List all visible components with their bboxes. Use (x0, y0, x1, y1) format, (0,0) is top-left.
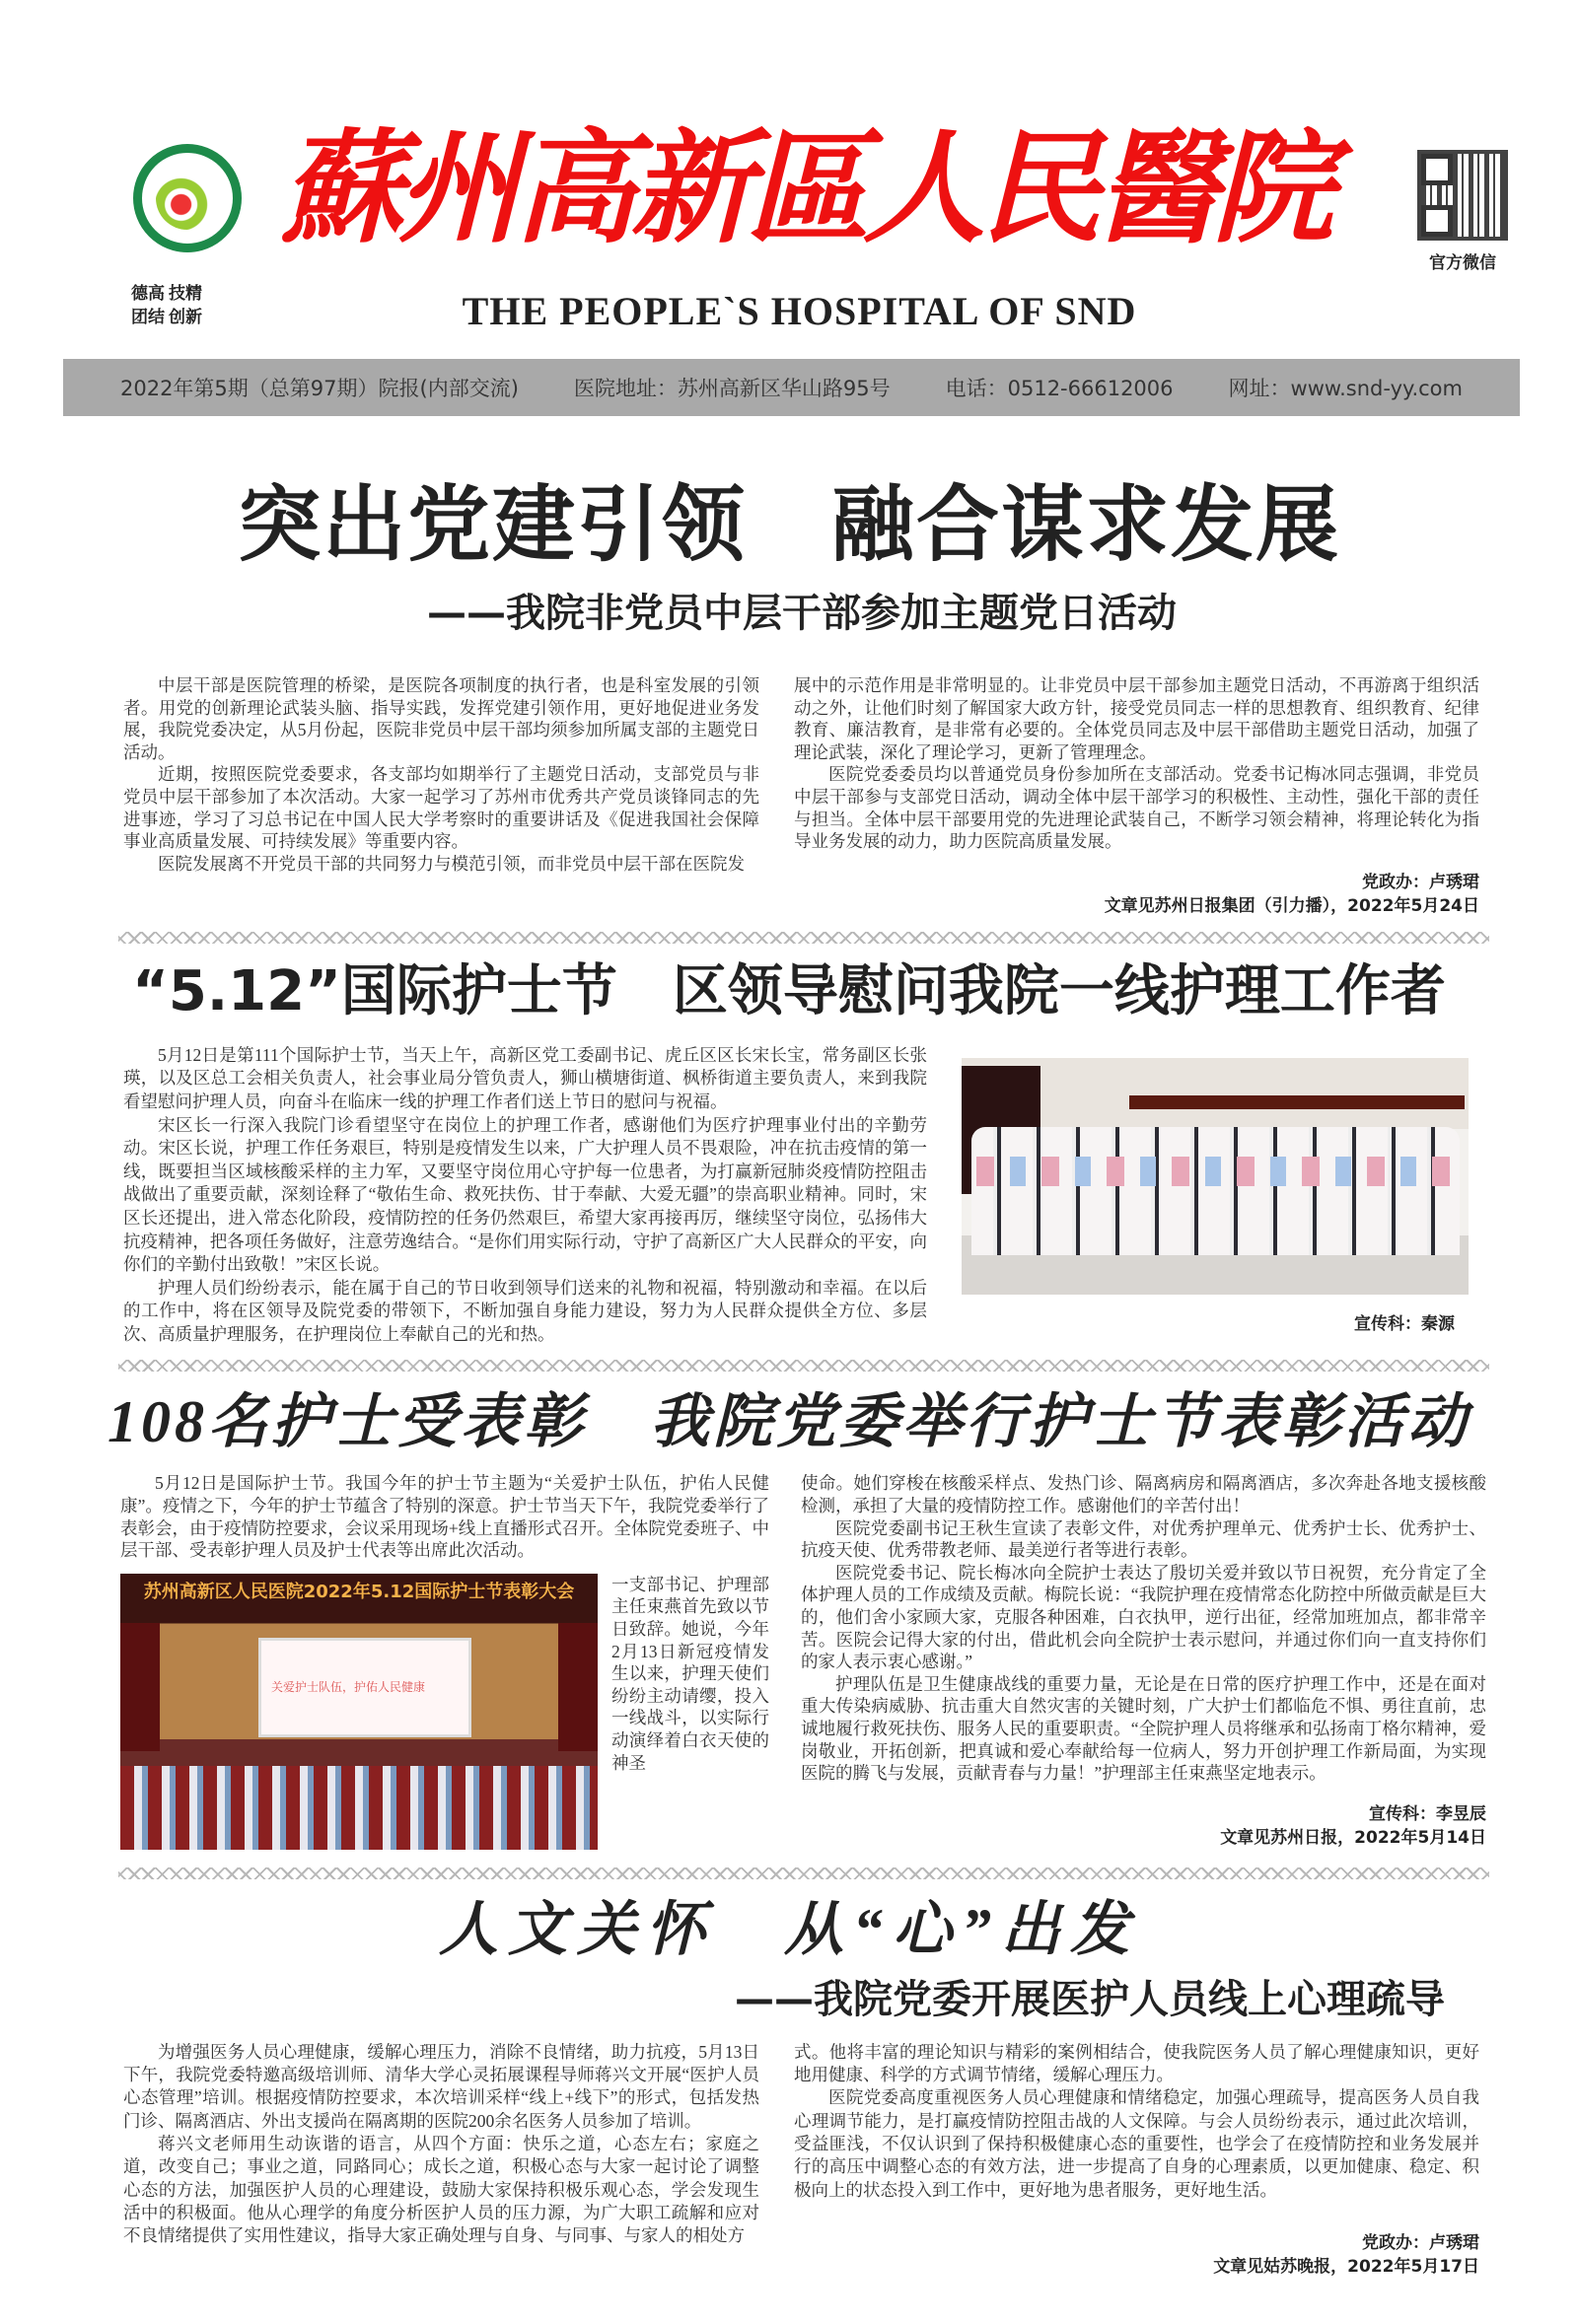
paragraph: 医院党委书记、院长梅冰向全院护士表达了殷切关爱并致以节日祝贺，充分肯定了全体护理人员的工作成绩及贡献。梅院长说：“我院护理在疫情常态化防控中所做贡献是巨大的，他们舍小家顾大家，克服各种困难，白衣执甲，逆行出征，经常加班加点，都非常辛苦。医院会记得大家的付出，借此机会向全院护士表示慰问，并通过你们向一直支持你们的家人表示衷心感谢。” (801, 1562, 1486, 1672)
phone-info: 电话：0512-66612006 (945, 377, 1174, 400)
hospital-logo-icon (133, 144, 242, 252)
article1-subheadline: ——我院非党员中层干部参加主题党日活动 (427, 591, 1177, 636)
website-link[interactable]: 网址：www.snd-yy.com (1228, 377, 1463, 400)
article3-body (0, 1472, 1578, 1853)
nurses-group-photo (962, 1058, 1469, 1295)
motto (131, 282, 206, 329)
article1-right-column (794, 674, 1479, 918)
article4-body (0, 2041, 1578, 2279)
article3-right-column (801, 1472, 1486, 1849)
paragraph: 护理人员们纷纷表示，能在属于自己的节日收到领导们送来的礼物和祝福，特别激动和幸福。在以后的工作中，将在区领导及院党委的带领下，不断加强自身能力建设，努力为人民群众提供全方位、多层次、高质量护理服务，在护理岗位上奉献自己的光和热。 (123, 1277, 927, 1344)
paragraph: 为增强医务人员心理健康，缓解心理压力，消除不良情绪，助力抗疫，5月13日下午，我院党委特邀高级培训师、清华大学心灵拓展课程导师蒋兴文开展“医护人员心态管理”培训。根据疫情防控要求，本次培训采样“线上+线下”的形式，包括发热门诊、隔离酒店、外出支援尚在隔离期的医院200余名医务人员参加了培训。 (123, 2041, 759, 2131)
article1-body (0, 674, 1578, 918)
paragraph: 5月12日是第111个国际护士节，当天上午，高新区党工委副书记、虎丘区区长宋长宝，常务副区长张瑛，以及区总工会相关负责人，社会事业局分管负责人，狮山横塘街道、枫桥街道主要负责人，来到我院看望慰问护理人员，向奋斗在临床一线的护理工作者们送上节日的慰问与祝福。 (123, 1044, 927, 1111)
photo-people (971, 1127, 1460, 1255)
author: 宣传科：李昱辰 (1369, 1803, 1486, 1824)
articles (0, 475, 1578, 2279)
source: 文章见苏州日报集团（引力播），2022年5月24日 (1104, 895, 1479, 916)
english-title: THE PEOPLE`S HOSPITAL OF SND (462, 289, 1137, 333)
photo-curtain (120, 1623, 160, 1751)
divider (118, 932, 1489, 944)
photo-curtain (558, 1623, 598, 1751)
paragraph: 中层干部是医院管理的桥梁，是医院各项制度的执行者，也是科室发展的引领者。用党的创新理论武装头脑、指导实践，发挥党建引领作用，更好地促进业务发展，我院党委决定，从5月份起，医院非党员中层干部均须参加所属支部的主题党日活动。 (123, 675, 759, 762)
article3-byline (801, 1802, 1486, 1850)
article2-text (123, 1044, 927, 1347)
screen-text: 关爱护士队伍，护佑人民健康 (271, 1679, 426, 1694)
article2-byline: 宣传科：秦源 (1354, 1313, 1455, 1334)
paragraph: 蒋兴文老师用生动诙谐的语言，从四个方面：快乐之道，心态左右；家庭之道，改变自己；事业之道，同路同心；成长之道，积极心态与大家一起讨论了调整心态的方法，加强医护人员的心理建设，鼓励大家保持积极乐观心态，学会发现生活中的积极面。他从心理学的角度分析医护人员的压力源，为广大职工疏解和应对不良情绪提供了实用性建议，指导大家正确处理与自身、与同事、与家人的相处方 (123, 2134, 759, 2246)
article4-left-column (123, 2041, 759, 2248)
photo-banner: 苏州高新区人民医院2022年5.12国际护士节表彰大会 (143, 1581, 575, 1602)
article3-headline: 108名护士受表彰 我院党委举行护士节表彰活动 (108, 1389, 1470, 1455)
article4-subheadline: ——我院党委开展医护人员线上心理疏导 (735, 1976, 1445, 2022)
paragraph: 医院党委副书记王秋生宣读了表彰文件，对优秀护理单元、优秀护士长、优秀护士、抗疫天使、优秀带教老师、最美逆行者等进行表彰。 (801, 1517, 1486, 1561)
source: 文章见姑苏晚报，2022年5月17日 (1213, 2256, 1479, 2277)
divider (118, 1867, 1489, 1879)
qr-code-icon[interactable] (1417, 150, 1508, 241)
paragraph: 护理队伍是卫生健康战线的重要力量，无论是在日常的医疗护理工作中，还是在面对重大传染病威胁、抗击重大自然灾害的关键时刻，广大护士们都临危不惧、勇往直前，忠诚地履行救死扶伤、服务人民的重要职责。“全院护理人员将继承和弘扬南丁格尔精神，爱岗敬业，开拓创新，把真诚和爱心奉献给每一位病人，努力开创护理工作新局面，为实现医院的腾飞与发展，贡献青春与力量！”护理部主任束燕坚定地表示。 (801, 1673, 1486, 1784)
photo-flowers (976, 1157, 1455, 1186)
photo-audience (120, 1766, 598, 1850)
photo-led-bar (1129, 1095, 1465, 1109)
masthead-title: 蘇州高新區人民醫院 (281, 122, 1329, 257)
logo-emblem (156, 167, 219, 230)
qr-label: 官方微信 (1429, 253, 1496, 273)
issue-info: 2022年第5期（总第97期）院报(内部交流) (119, 377, 519, 400)
paragraph: 式。他将丰富的理论知识与精彩的案例相结合，使我院医务人员了解心理健康知识，更好地用健康、科学的方式调节情绪，缓解心理压力。 (794, 2041, 1479, 2085)
paragraph: 宋区长一行深入我院门诊看望坚守在岗位上的护理工作者，感谢他们为医疗护理事业付出的辛勤劳动。宋区长说，护理工作任务艰巨，特别是疫情发生以来，广大护理人员不畏艰险，冲在抗击疫情的第一线，既要担当区域核酸采样的主力军，又要坚守岗位用心守护每一位患者，为打赢新冠肺炎疫情防控阻击战做出了重要贡献，深刻诠释了“敬佑生命、救死扶伤、甘于奉献、大爱无疆”的崇高职业精神。同时，宋区长还提出，进入常态化阶段，疫情防控的任务仍然艰巨，希望大家再接再厉，继续坚守岗位，弘扬伟大抗疫精神，把各项任务做好，注意劳逸结合。“是你们用实际行动，守护了高新区广大人民群众的平安，向你们的辛勤付出致敬！”宋区长说。 (123, 1114, 927, 1275)
article2-headline: “5.12”国际护士节 区领导慰问我院一线护理工作者 (132, 958, 1446, 1023)
article3-left-column (120, 1472, 769, 1853)
article1-left-column (123, 674, 759, 875)
motto-4: 创新 (169, 308, 202, 327)
motto-3: 团结 (131, 308, 165, 327)
article4-headline: 人文关怀 从“心”出发 (439, 1896, 1139, 1962)
paragraph: 医院党委委员均以普通党员身份参加所在支部活动。党委书记梅冰同志强调，非党员中层干部参与支部党日活动，调动全体中层干部学习的积极性、主动性，强化干部的责任与担当。全体中层干部要用党的先进理论武装自己，不断学习领会精神，将理论转化为指导业务发展的动力，助力医院高质量发展。 (794, 764, 1479, 852)
article4-byline (794, 2231, 1479, 2279)
paragraph: 展中的示范作用是非常明显的。让非党员中层干部参加主题党日活动，不再游离于组织活动之外，让他们时刻了解国家大政方针，接受党员同志一样的思想教育、组织教育、纪律教育、廉洁教育，是非常有必要的。全体党员同志及中层干部借助主题党日活动，加强了理论武装，深化了理论学习，更新了管理理念。 (794, 675, 1479, 762)
article2-body (0, 1044, 1578, 1347)
article4-right-column (794, 2041, 1479, 2279)
award-ceremony-photo (120, 1574, 598, 1850)
article3-beside-photo: 一支部书记、护理部主任束燕首先致以节日致辞。她说，今年2月13日新冠疫情发生以来，护理天使们纷纷主动请缨，投入一线战斗，以实际行动演绎着白衣天使的神圣 (611, 1574, 769, 1773)
paragraph: 医院党委高度重视医务人员心理健康和情绪稳定，加强心理疏导，提高医务人员自我心理调节能力，是打赢疫情防控阻击战的人文保障。与会人员纷纷表示，通过此次培训，受益匪浅，不仅认识到了保持积极健康心态的重要性，也学会了在疫情防控和业务发展并行的高压中调整心态的有效方法，进一步提高了自身的心理素质，以更加健康、稳定、积极向上的状态投入到工作中，更好地为患者服务，更好地生活。 (794, 2087, 1479, 2200)
article2-photo-column (962, 1058, 1469, 1336)
photo-screen (258, 1638, 471, 1737)
address-info: 医院地址：苏州高新区华山路95号 (573, 377, 891, 400)
author: 党政办：卢琇珺 (1362, 2232, 1479, 2253)
paragraph: 使命。她们穿梭在核酸采样点、发热门诊、隔离病房和隔离酒店，多次奔赴各地支援核酸检测，承担了大量的疫情防控工作。感谢他们的辛苦付出！ (801, 1473, 1486, 1516)
author: 党政办：卢琇珺 (1362, 872, 1479, 892)
article1-headline: 突出党建引领 融合谋求发展 (237, 476, 1340, 573)
motto-2: 技精 (169, 284, 202, 304)
paragraph: 医院发展离不开党员干部的共同努力与模范引领，而非党员中层干部在医院发 (158, 853, 745, 874)
divider (118, 1360, 1489, 1372)
paragraph: 5月12日是国际护士节。我国今年的护士节主题为“关爱护士队伍，护佑人民健康”。疫情之下，今年的护士节蕴含了特别的深意。护士节当天下午，我院党委举行了表彰会，由于疫情防控要求，会议采用现场+线上直播形式召开。全体院党委班子、中层干部、受表彰护理人员及护士代表等出席此次活动。 (120, 1473, 769, 1561)
paragraph: 近期，按照医院党委要求，各支部均如期举行了主题党日活动，支部党员与非党员中层干部参加了本次活动。大家一起学习了苏州市优秀共产党员谈锋同志的先进事迹，学习了习总书记在中国人民大学考察时的重要讲话及《促进我国社会保障事业高质量发展、可持续发展》等重要内容。 (123, 764, 759, 852)
motto-1: 德高 (131, 284, 165, 304)
article1-byline (794, 871, 1479, 918)
info-bar (63, 359, 1520, 416)
source: 文章见苏州日报，2022年5月14日 (1220, 1827, 1486, 1848)
